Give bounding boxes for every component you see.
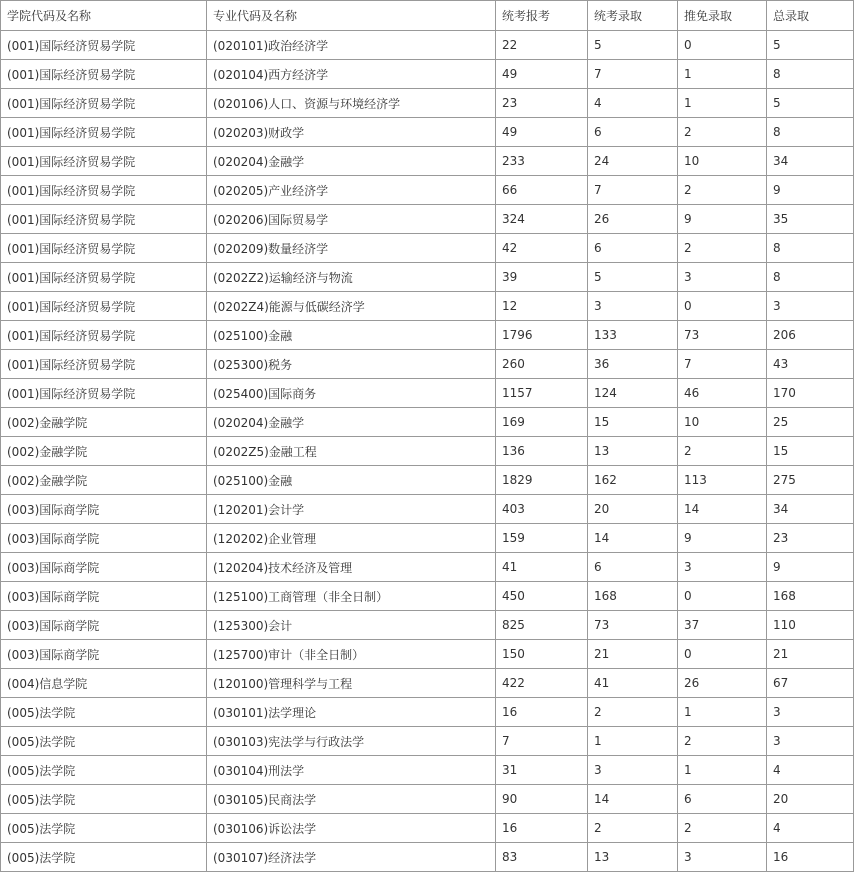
cell-exam-applicants: 150 xyxy=(496,640,588,669)
cell-major: (0202Z2)运输经济与物流 xyxy=(207,263,496,292)
cell-recommended-admitted: 0 xyxy=(678,582,767,611)
cell-major: (0202Z4)能源与低碳经济学 xyxy=(207,292,496,321)
cell-college: (005)法学院 xyxy=(1,785,207,814)
cell-exam-applicants: 233 xyxy=(496,147,588,176)
header-major: 专业代码及名称 xyxy=(207,1,496,31)
table-row xyxy=(1,408,854,437)
cell-exam-applicants: 260 xyxy=(496,350,588,379)
header-exam-applicants: 统考报考 xyxy=(496,1,588,31)
cell-total-admitted: 4 xyxy=(767,756,854,785)
cell-exam-admitted: 2 xyxy=(588,698,678,727)
cell-recommended-admitted: 46 xyxy=(678,379,767,408)
cell-college: (001)国际经济贸易学院 xyxy=(1,118,207,147)
cell-exam-admitted: 41 xyxy=(588,669,678,698)
header-total-admitted: 总录取 xyxy=(767,1,854,31)
cell-recommended-admitted: 2 xyxy=(678,118,767,147)
cell-exam-applicants: 1157 xyxy=(496,379,588,408)
cell-college: (001)国际经济贸易学院 xyxy=(1,292,207,321)
cell-exam-admitted: 6 xyxy=(588,553,678,582)
cell-major: (030101)法学理论 xyxy=(207,698,496,727)
cell-major: (020204)金融学 xyxy=(207,408,496,437)
table-row xyxy=(1,147,854,176)
cell-recommended-admitted: 2 xyxy=(678,176,767,205)
cell-exam-admitted: 1 xyxy=(588,727,678,756)
table-row xyxy=(1,495,854,524)
cell-major: (020106)人口、资源与环境经济学 xyxy=(207,89,496,118)
cell-recommended-admitted: 26 xyxy=(678,669,767,698)
cell-major: (120202)企业管理 xyxy=(207,524,496,553)
cell-major: (120100)管理科学与工程 xyxy=(207,669,496,698)
cell-major: (120204)技术经济及管理 xyxy=(207,553,496,582)
cell-exam-admitted: 36 xyxy=(588,350,678,379)
table-row xyxy=(1,611,854,640)
cell-recommended-admitted: 10 xyxy=(678,147,767,176)
cell-college: (001)国际经济贸易学院 xyxy=(1,205,207,234)
cell-major: (020206)国际贸易学 xyxy=(207,205,496,234)
cell-recommended-admitted: 2 xyxy=(678,437,767,466)
header-exam-admitted: 统考录取 xyxy=(588,1,678,31)
cell-college: (004)信息学院 xyxy=(1,669,207,698)
table-row xyxy=(1,263,854,292)
cell-recommended-admitted: 0 xyxy=(678,31,767,60)
cell-major: (030106)诉讼法学 xyxy=(207,814,496,843)
table-row xyxy=(1,89,854,118)
cell-major: (020204)金融学 xyxy=(207,147,496,176)
cell-total-admitted: 34 xyxy=(767,147,854,176)
cell-exam-admitted: 26 xyxy=(588,205,678,234)
table-row xyxy=(1,379,854,408)
table-row xyxy=(1,350,854,379)
cell-exam-applicants: 49 xyxy=(496,118,588,147)
cell-total-admitted: 8 xyxy=(767,118,854,147)
cell-exam-applicants: 41 xyxy=(496,553,588,582)
table-row xyxy=(1,466,854,495)
cell-major: (0202Z5)金融工程 xyxy=(207,437,496,466)
cell-exam-admitted: 6 xyxy=(588,234,678,263)
cell-exam-admitted: 5 xyxy=(588,31,678,60)
cell-major: (030105)民商法学 xyxy=(207,785,496,814)
cell-exam-applicants: 12 xyxy=(496,292,588,321)
cell-exam-applicants: 16 xyxy=(496,698,588,727)
table-row xyxy=(1,698,854,727)
cell-total-admitted: 110 xyxy=(767,611,854,640)
table-row xyxy=(1,756,854,785)
cell-college: (003)国际商学院 xyxy=(1,495,207,524)
cell-exam-applicants: 450 xyxy=(496,582,588,611)
cell-major: (025400)国际商务 xyxy=(207,379,496,408)
cell-major: (030107)经济法学 xyxy=(207,843,496,872)
table-row xyxy=(1,437,854,466)
cell-exam-applicants: 90 xyxy=(496,785,588,814)
cell-college: (003)国际商学院 xyxy=(1,582,207,611)
cell-total-admitted: 4 xyxy=(767,814,854,843)
cell-recommended-admitted: 3 xyxy=(678,843,767,872)
cell-recommended-admitted: 1 xyxy=(678,60,767,89)
cell-major: (020205)产业经济学 xyxy=(207,176,496,205)
cell-total-admitted: 3 xyxy=(767,727,854,756)
cell-recommended-admitted: 10 xyxy=(678,408,767,437)
table-row xyxy=(1,843,854,872)
table-row xyxy=(1,292,854,321)
cell-exam-admitted: 7 xyxy=(588,60,678,89)
cell-total-admitted: 20 xyxy=(767,785,854,814)
cell-total-admitted: 8 xyxy=(767,263,854,292)
cell-total-admitted: 9 xyxy=(767,553,854,582)
cell-major: (025300)税务 xyxy=(207,350,496,379)
cell-exam-admitted: 133 xyxy=(588,321,678,350)
cell-recommended-admitted: 9 xyxy=(678,205,767,234)
cell-college: (005)法学院 xyxy=(1,698,207,727)
cell-exam-applicants: 83 xyxy=(496,843,588,872)
cell-total-admitted: 206 xyxy=(767,321,854,350)
table-row xyxy=(1,31,854,60)
cell-exam-admitted: 7 xyxy=(588,176,678,205)
cell-total-admitted: 5 xyxy=(767,31,854,60)
cell-total-admitted: 9 xyxy=(767,176,854,205)
cell-exam-admitted: 162 xyxy=(588,466,678,495)
table-row xyxy=(1,118,854,147)
cell-exam-admitted: 2 xyxy=(588,814,678,843)
cell-recommended-admitted: 1 xyxy=(678,756,767,785)
cell-exam-applicants: 403 xyxy=(496,495,588,524)
cell-exam-applicants: 169 xyxy=(496,408,588,437)
cell-college: (003)国际商学院 xyxy=(1,611,207,640)
cell-recommended-admitted: 73 xyxy=(678,321,767,350)
cell-exam-admitted: 3 xyxy=(588,292,678,321)
header-recommended-admitted: 推免录取 xyxy=(678,1,767,31)
cell-exam-applicants: 31 xyxy=(496,756,588,785)
cell-college: (001)国际经济贸易学院 xyxy=(1,321,207,350)
table-row xyxy=(1,785,854,814)
cell-major: (125700)审计（非全日制） xyxy=(207,640,496,669)
cell-exam-applicants: 42 xyxy=(496,234,588,263)
cell-exam-admitted: 124 xyxy=(588,379,678,408)
cell-recommended-admitted: 1 xyxy=(678,89,767,118)
cell-total-admitted: 8 xyxy=(767,60,854,89)
cell-exam-applicants: 422 xyxy=(496,669,588,698)
cell-recommended-admitted: 37 xyxy=(678,611,767,640)
table-row xyxy=(1,582,854,611)
cell-exam-admitted: 15 xyxy=(588,408,678,437)
cell-total-admitted: 35 xyxy=(767,205,854,234)
table-row xyxy=(1,176,854,205)
cell-major: (020101)政治经济学 xyxy=(207,31,496,60)
cell-total-admitted: 275 xyxy=(767,466,854,495)
cell-college: (003)国际商学院 xyxy=(1,640,207,669)
cell-major: (125300)会计 xyxy=(207,611,496,640)
cell-exam-admitted: 5 xyxy=(588,263,678,292)
cell-exam-applicants: 16 xyxy=(496,814,588,843)
table-row xyxy=(1,60,854,89)
cell-exam-applicants: 7 xyxy=(496,727,588,756)
cell-exam-admitted: 168 xyxy=(588,582,678,611)
cell-recommended-admitted: 3 xyxy=(678,553,767,582)
cell-exam-applicants: 22 xyxy=(496,31,588,60)
cell-college: (001)国际经济贸易学院 xyxy=(1,89,207,118)
cell-total-admitted: 15 xyxy=(767,437,854,466)
cell-exam-admitted: 24 xyxy=(588,147,678,176)
cell-exam-admitted: 6 xyxy=(588,118,678,147)
cell-major: (125100)工商管理（非全日制） xyxy=(207,582,496,611)
cell-recommended-admitted: 7 xyxy=(678,350,767,379)
cell-college: (001)国际经济贸易学院 xyxy=(1,350,207,379)
table-row xyxy=(1,321,854,350)
cell-exam-applicants: 324 xyxy=(496,205,588,234)
cell-college: (003)国际商学院 xyxy=(1,524,207,553)
cell-total-admitted: 25 xyxy=(767,408,854,437)
table-row xyxy=(1,205,854,234)
table-row xyxy=(1,727,854,756)
cell-total-admitted: 34 xyxy=(767,495,854,524)
cell-college: (002)金融学院 xyxy=(1,408,207,437)
cell-college: (001)国际经济贸易学院 xyxy=(1,263,207,292)
table-header-row xyxy=(1,1,854,31)
table-row xyxy=(1,669,854,698)
cell-exam-admitted: 73 xyxy=(588,611,678,640)
cell-college: (001)国际经济贸易学院 xyxy=(1,147,207,176)
cell-total-admitted: 8 xyxy=(767,234,854,263)
cell-exam-admitted: 14 xyxy=(588,785,678,814)
cell-exam-admitted: 13 xyxy=(588,437,678,466)
cell-exam-applicants: 49 xyxy=(496,60,588,89)
cell-recommended-admitted: 0 xyxy=(678,640,767,669)
cell-total-admitted: 3 xyxy=(767,292,854,321)
cell-total-admitted: 43 xyxy=(767,350,854,379)
cell-college: (005)法学院 xyxy=(1,727,207,756)
cell-exam-admitted: 20 xyxy=(588,495,678,524)
cell-exam-admitted: 3 xyxy=(588,756,678,785)
cell-recommended-admitted: 3 xyxy=(678,263,767,292)
header-college: 学院代码及名称 xyxy=(1,1,207,31)
cell-total-admitted: 170 xyxy=(767,379,854,408)
cell-total-admitted: 67 xyxy=(767,669,854,698)
cell-major: (030104)刑法学 xyxy=(207,756,496,785)
table-row xyxy=(1,640,854,669)
cell-recommended-admitted: 2 xyxy=(678,234,767,263)
cell-college: (003)国际商学院 xyxy=(1,553,207,582)
cell-total-admitted: 5 xyxy=(767,89,854,118)
cell-total-admitted: 23 xyxy=(767,524,854,553)
cell-college: (001)国际经济贸易学院 xyxy=(1,176,207,205)
cell-exam-applicants: 825 xyxy=(496,611,588,640)
cell-total-admitted: 21 xyxy=(767,640,854,669)
cell-exam-applicants: 1796 xyxy=(496,321,588,350)
table-row xyxy=(1,234,854,263)
cell-major: (120201)会计学 xyxy=(207,495,496,524)
cell-recommended-admitted: 1 xyxy=(678,698,767,727)
cell-total-admitted: 16 xyxy=(767,843,854,872)
cell-major: (025100)金融 xyxy=(207,321,496,350)
cell-recommended-admitted: 2 xyxy=(678,814,767,843)
cell-major: (020203)财政学 xyxy=(207,118,496,147)
table-row xyxy=(1,553,854,582)
cell-college: (001)国际经济贸易学院 xyxy=(1,60,207,89)
cell-recommended-admitted: 14 xyxy=(678,495,767,524)
cell-recommended-admitted: 6 xyxy=(678,785,767,814)
cell-major: (020104)西方经济学 xyxy=(207,60,496,89)
cell-college: (002)金融学院 xyxy=(1,466,207,495)
cell-recommended-admitted: 0 xyxy=(678,292,767,321)
cell-exam-admitted: 21 xyxy=(588,640,678,669)
table-row xyxy=(1,524,854,553)
cell-recommended-admitted: 113 xyxy=(678,466,767,495)
cell-college: (001)国际经济贸易学院 xyxy=(1,31,207,60)
cell-recommended-admitted: 9 xyxy=(678,524,767,553)
cell-college: (001)国际经济贸易学院 xyxy=(1,379,207,408)
cell-major: (030103)宪法学与行政法学 xyxy=(207,727,496,756)
cell-exam-admitted: 14 xyxy=(588,524,678,553)
cell-exam-applicants: 66 xyxy=(496,176,588,205)
cell-college: (005)法学院 xyxy=(1,756,207,785)
cell-exam-admitted: 4 xyxy=(588,89,678,118)
cell-exam-applicants: 1829 xyxy=(496,466,588,495)
cell-exam-applicants: 136 xyxy=(496,437,588,466)
table-row xyxy=(1,814,854,843)
cell-exam-applicants: 39 xyxy=(496,263,588,292)
cell-recommended-admitted: 2 xyxy=(678,727,767,756)
cell-exam-applicants: 23 xyxy=(496,89,588,118)
cell-total-admitted: 168 xyxy=(767,582,854,611)
cell-college: (005)法学院 xyxy=(1,814,207,843)
cell-total-admitted: 3 xyxy=(767,698,854,727)
cell-major: (025100)金融 xyxy=(207,466,496,495)
cell-major: (020209)数量经济学 xyxy=(207,234,496,263)
cell-college: (001)国际经济贸易学院 xyxy=(1,234,207,263)
cell-college: (002)金融学院 xyxy=(1,437,207,466)
cell-exam-applicants: 159 xyxy=(496,524,588,553)
cell-exam-admitted: 13 xyxy=(588,843,678,872)
table-body xyxy=(1,31,854,872)
cell-college: (005)法学院 xyxy=(1,843,207,872)
